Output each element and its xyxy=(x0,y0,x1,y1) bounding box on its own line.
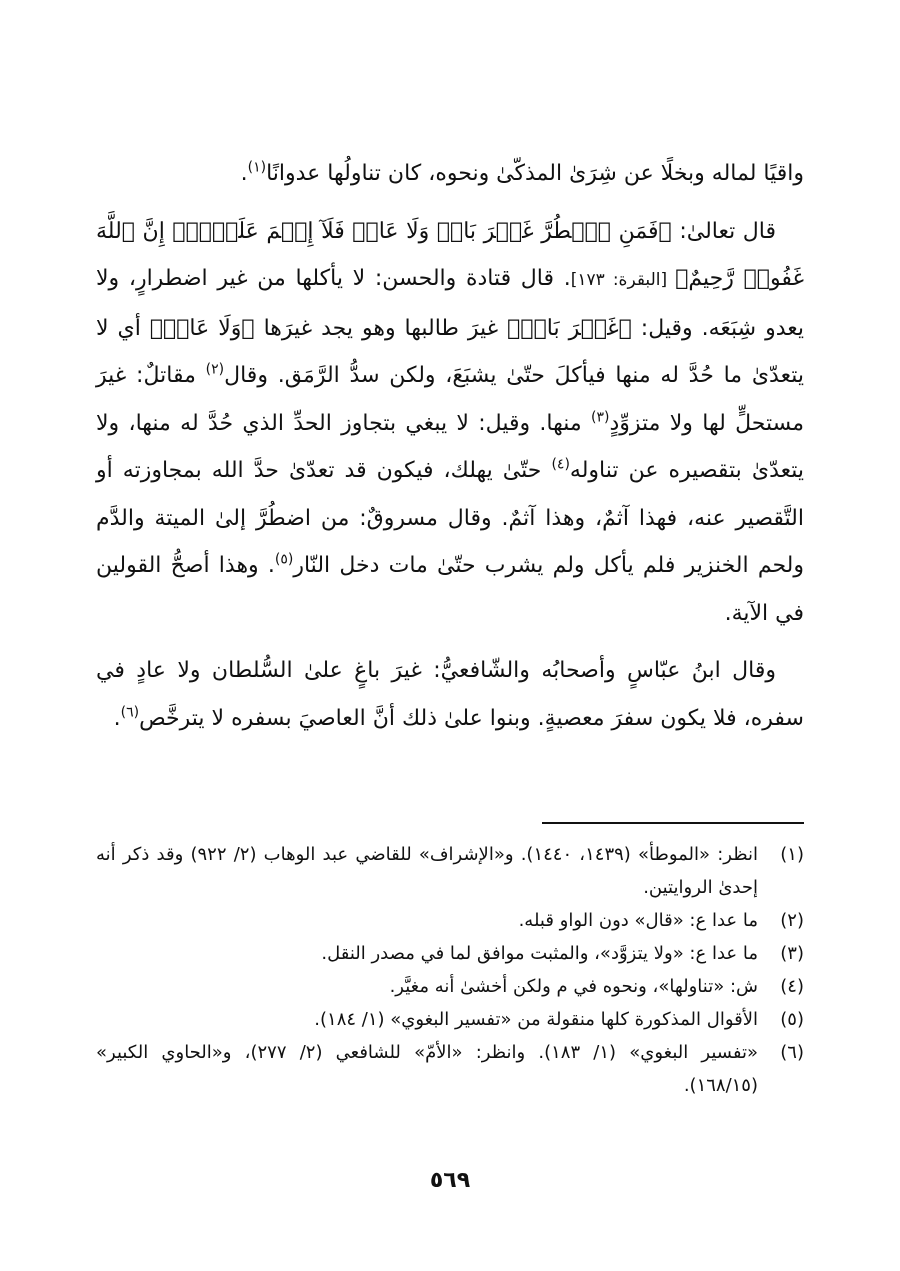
verse-reference: [البقرة: ١٧٣] xyxy=(570,270,676,290)
paragraph-2 xyxy=(96,208,804,638)
footnote-divider xyxy=(542,822,804,824)
footnote-text: «تفسير البغوي» (١/ ١٨٣). وانظر: «الأمّ» للشافعي (٢/ ٢٧٧)، و«الحاوي الكبير» (١٦٨/١٥). xyxy=(96,1042,758,1096)
footnote-item xyxy=(96,1036,804,1102)
footnote-number: (٦) xyxy=(780,1042,804,1063)
footnote-text: ما عدا ع: «قال» دون الواو قبله. xyxy=(518,910,758,931)
footnote-item xyxy=(96,970,804,1003)
paragraph-2-intro: قال تعالىٰ: xyxy=(671,218,776,244)
footnote-item xyxy=(96,937,804,970)
quran-phrase-1: ﴿غَيۡرَ بَاغٖ﴾ xyxy=(507,315,632,341)
footnote-number: (٢) xyxy=(780,910,804,931)
paragraph-2-text-g: . وهذا أصحُّ القولين في الآية. xyxy=(96,553,804,626)
footnote-item xyxy=(96,904,804,937)
footnote-item xyxy=(96,838,804,904)
footnote-marker-5[interactable]: (٥) xyxy=(274,551,294,568)
footnote-number: (٥) xyxy=(780,1009,804,1030)
footnote-text: انظر: «الموطأ» (١٤٣٩، ١٤٤٠). و«الإشراف» للقاضي عبد الوهاب (٢/ ٩٢٢) وقد ذكر أنه إحدىٰ الروايتين. xyxy=(96,844,758,898)
quran-verse: ﴿فَمَنِ ٱضۡطُرَّ غَيۡرَ بَاغٖ وَلَا عَادٖ فَلَآ إِثۡمَ عَلَيۡهِۚ إِنَّ ٱللَّهَ غَفُورٞ رَّحِيمٌ﴾ xyxy=(96,218,804,291)
paragraph-3-end: . xyxy=(113,705,121,731)
footnotes xyxy=(96,838,804,1102)
footnote-marker-1[interactable]: (١) xyxy=(247,159,267,176)
paragraph-3-text: وقال ابنُ عبّاسٍ وأصحابُه والشّافعيُّ: غيرَ باغٍ علىٰ السُّلطان ولا عادٍ في سفره، فلا يكون سفرَ معصيةٍ. وبنوا علىٰ ذلك أنَّ العاصيَ بسفره لا يترخَّص xyxy=(96,658,804,731)
footnote-number: (٤) xyxy=(780,976,804,997)
footnote-text: الأقوال المذكورة كلها منقولة من «تفسير البغوي» (١/ ١٨٤). xyxy=(314,1009,758,1030)
quran-phrase-2: ﴿وَلَا عَادٖ﴾ xyxy=(149,315,255,341)
page-number: ٥٦٩ xyxy=(429,1168,471,1193)
paragraph-2-text-f: حتّىٰ يهلك، فيكون قد تعدّىٰ حدَّ الله بمجاوزته أو التَّقصير عنه، فهذا آثمٌ، وهذا آثمٌ. وقال مسروقٌ: من اضطُرَّ إلىٰ الميتة والدَّم ولحم الخنزير فلم يأكل ولم يشرب حتّىٰ مات دخل النّار xyxy=(96,458,804,578)
footnote-marker-6[interactable]: (٦) xyxy=(120,704,140,721)
paragraph-2-text-e: منها. وقيل: لا يبغي بتجاوز الحدِّ الذي حُدَّ له منها، ولا يتعدّىٰ بتقصيره عن تناوله xyxy=(96,410,804,483)
footnote-text: ش: «تناولها»، ونحوه في م ولكن أخشىٰ أنه مغيَّر. xyxy=(389,976,758,997)
paragraph-2-text-a: . قال قتادة والحسن: لا يأكلها من غير اضطرارٍ، ولا يعدو شِبَعَه. وقيل: xyxy=(96,266,804,341)
paragraph-2-text-c: أي لا يتعدّىٰ ما حُدَّ له منها فيأكلَ حتّىٰ يشبَعَ، ولكن سدُّ الرَّمَق. وقال xyxy=(96,315,804,388)
footnote-text: ما عدا ع: «ولا يتزوَّد»، والمثبت موافق لما في مصدر النقل. xyxy=(321,943,758,964)
footnote-marker-3[interactable]: (٣) xyxy=(591,409,610,426)
paragraph-2-text-d: مقاتلٌ: غيرَ مستحلٍّ لها ولا متزوِّدٍ xyxy=(96,363,805,436)
paragraph-1-text: واقيًا لماله وبخلًا عن شِرَىٰ المذكّىٰ ونحوه، كان تناولُها عدوانًا xyxy=(266,161,804,186)
footnote-number: (٣) xyxy=(780,943,804,964)
paragraph-2-text-b: غيرَ طالبها وهو يجد غيرَها xyxy=(254,315,508,341)
footnote-number: (١) xyxy=(780,844,804,865)
footnote-marker-4[interactable]: (٤) xyxy=(551,456,570,473)
paragraph-3 xyxy=(96,647,804,742)
footnote-marker-2[interactable]: (٢) xyxy=(205,361,225,378)
main-text xyxy=(96,150,804,752)
paragraph-1: واقيًا لماله وبخلًا عن شِرَىٰ المذكّىٰ ونحوه، كان تناولُها عدوانًا$^{(١)}$. xyxy=(240,159,804,186)
footnote-item xyxy=(96,1003,804,1036)
